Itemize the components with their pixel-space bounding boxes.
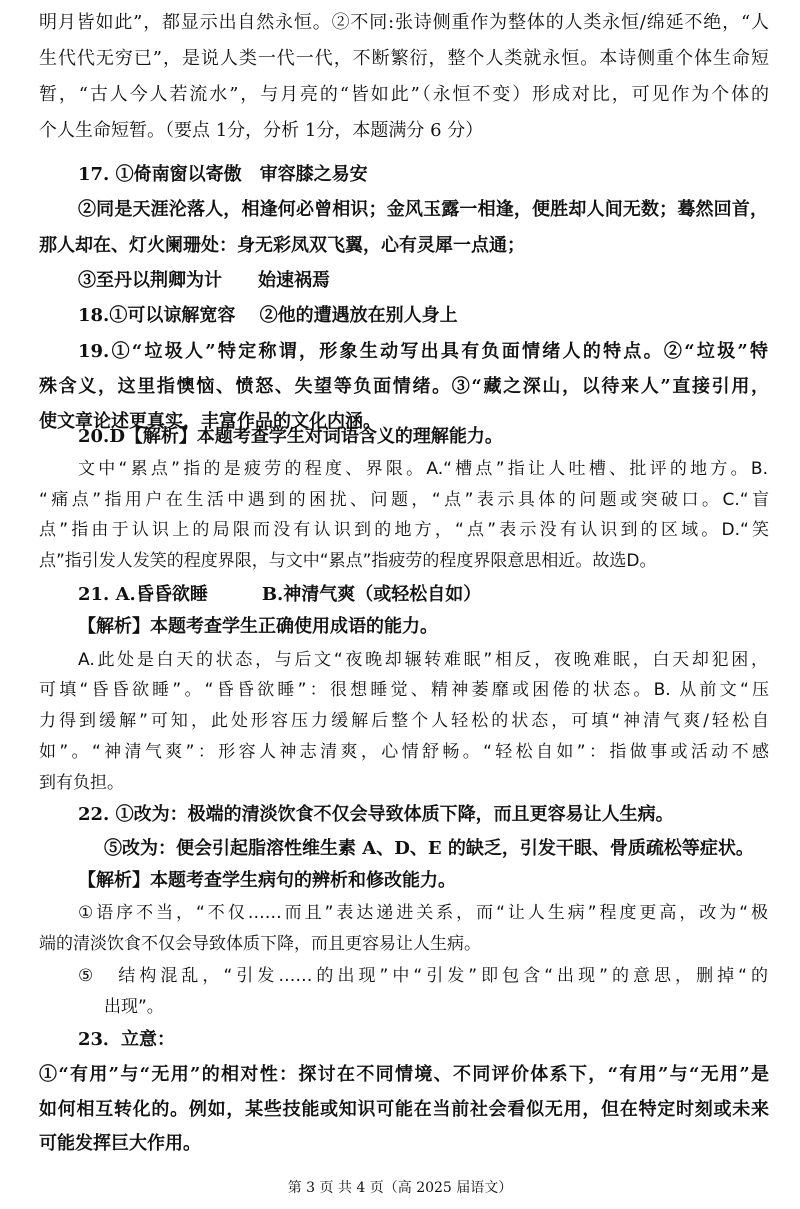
answer-17-part2-cont: 那人却在、灯火阑珊处：身无彩凤双飞翼，心有灵犀一点通； <box>39 235 525 256</box>
explanation-22-part5: ⑤ 结构混乱，“引发……的出现”中“引发”即包含“出现”的意思，删掉“的 <box>78 966 768 986</box>
text-line: 明月皆如此”，都显示出自然永恒。②不同:张诗侧重作为整体的人类永恒/绵延不绝，“人 <box>39 12 769 33</box>
explanation-22-part5-cont: 出现”。 <box>104 997 164 1017</box>
analysis-22-heading: 【解析】本题考查学生病句的辨析和修改能力。 <box>78 870 456 891</box>
answer-23-point1-cont: 可能发挥巨大作用。 <box>39 1133 201 1154</box>
explanation-22-cont: 端的清淡饮食不仅会导致体质下降，而且更容易让人生病。 <box>39 934 481 954</box>
answer-17-part3: ③至丹以荆卿为计 始速祸焉 <box>78 270 330 291</box>
text-line: 生代代无穷已”，是说人类一代一代，不断繁衍，整个人类就永恒。本诗侧重个体生命短 <box>39 48 769 69</box>
answer-22-part5: ⑤改为：便会引起脂溶性维生素 A、D、E 的缺乏，引发干眼、骨质疏松等症状。 <box>104 838 754 859</box>
answer-23-point1: ①“有用”与“无用”的相对性：探讨在不同情境、不同评价体系下，“有用”与“无用”是 <box>39 1064 769 1085</box>
explanation-21-cont: 如”。“神清气爽”：形容人神志清爽，心情舒畅。“轻松自如”：指做事或活动不感 <box>39 742 769 762</box>
page-footer: 第 3 页 共 4 页（高 2025 届语文） <box>287 1180 513 1196</box>
answer-19: 19.①“垃圾人”特定称谓，形象生动写出具有负面情绪人的特点。②“垃圾”特 <box>78 341 768 362</box>
answer-19-cont: 使文章论述更真实，丰富作品的文化内涵。 <box>39 411 381 432</box>
explanation-20-cont: “痛点”指用户在生活中遇到的困扰、问题，“点”表示具体的问题或突破口。C.“盲 <box>39 490 769 510</box>
explanation-21-cont: 可填“昏昏欲睡”。“昏昏欲睡”：很想睡觉、精神萎靡或困倦的状态。B. 从前文“压 <box>39 680 769 700</box>
explanation-20: 文中“累点”指的是疲劳的程度、界限。A.“槽点”指让人吐槽、批评的地方。B. <box>78 459 768 479</box>
answer-23-heading: 23．立意： <box>78 1029 176 1050</box>
answer-22-part1: 22. ①改为：极端的清淡饮食不仅会导致体质下降，而且更容易让人生病。 <box>78 804 674 825</box>
analysis-21-heading: 【解析】本题考查学生正确使用成语的能力。 <box>78 616 438 637</box>
text-line: 个人生命短暂。（要点 1分，分析 1分，本题满分 6 分） <box>39 120 484 141</box>
explanation-20-cont: 点”指由于认识上的局限而没有认识到的地方，“点”表示没有认识到的区域。D.“笑 <box>39 520 769 540</box>
explanation-21-cont: 到有负担。 <box>39 773 124 793</box>
explanation-21-cont: 力得到缓解”可知，此处形容压力缓解后整个人轻松的状态，可填“神清气爽/轻松自 <box>39 711 769 731</box>
answer-20-heading: 20.D【解析】本题考查学生对词语含义的理解能力。 <box>78 426 503 447</box>
answer-23-point1-cont: 如何相互转化的。例如，某些技能或知识可能在当前社会看似无用，但在特定时刻或未来 <box>39 1099 769 1120</box>
answer-17-part2: ②同是天涯沦落人，相逢何必曾相识；金风玉露一相逢，便胜却人间无数；蓦然回首， <box>78 199 768 220</box>
explanation-22: ①语序不当，“不仅……而且”表达递进关系，而“让人生病”程度更高，改为“极 <box>78 903 768 923</box>
answer-18: 18.①可以谅解宽容 ②他的遭遇放在别人身上 <box>78 305 458 326</box>
explanation-20-cont: 点”指引发人发笑的程度界限，与文中“累点”指疲劳的程度界限意思相近。故选D。 <box>39 551 657 571</box>
answer-19-cont: 殊含义，这里指懊恼、愤怒、失望等负面情绪。③“藏之深山，以待来人”直接引用， <box>39 376 769 397</box>
answer-17-part1: 17. ①倚南窗以寄傲 审容膝之易安 <box>78 164 368 185</box>
text-line: 暂，“古人今人若流水”，与月亮的“皆如此”（永恒不变）形成对比，可见作为个体的 <box>39 84 769 105</box>
answer-21: 21. A.昏昏欲睡 B.神清气爽（或轻松自如） <box>78 584 482 605</box>
explanation-21: A.此处是白天的状态，与后文“夜晚却辗转难眠”相反，夜晚难眠，白天却犯困， <box>78 650 768 670</box>
